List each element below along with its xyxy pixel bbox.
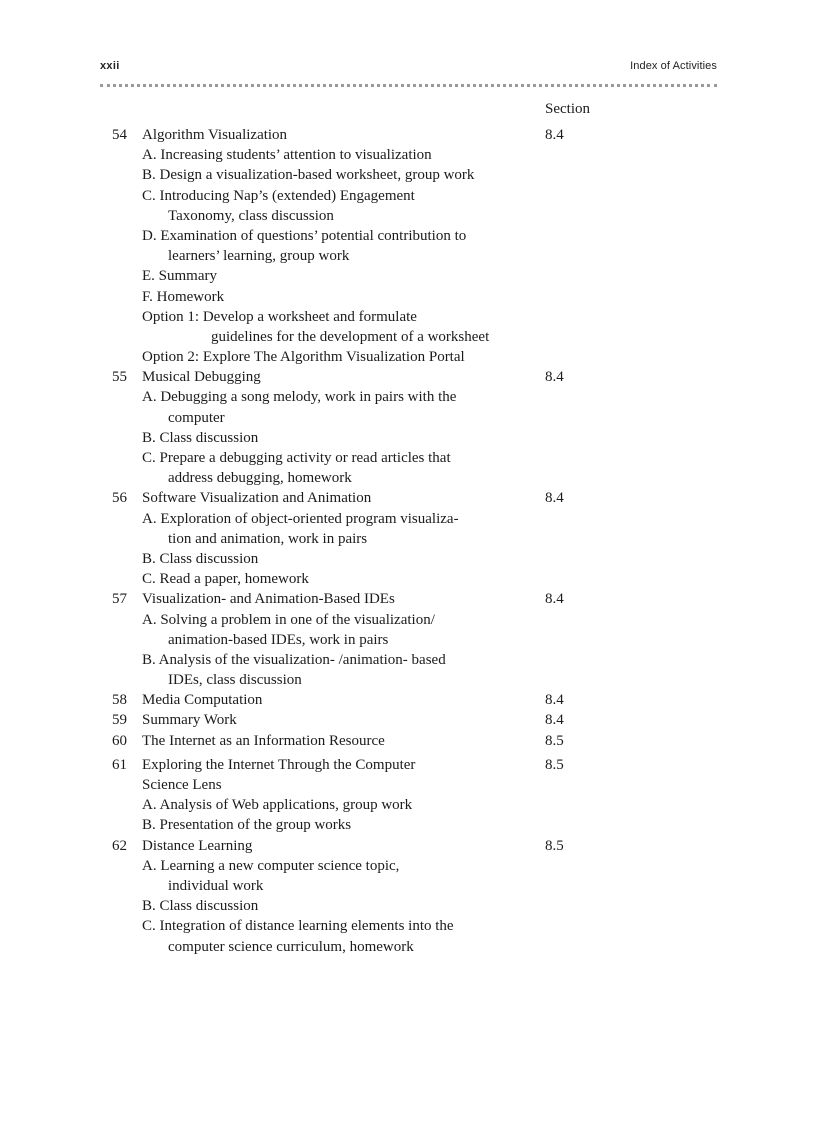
sub-item-continuation [0, 408, 816, 428]
entry-section: 8.4 [545, 692, 564, 709]
sub-item-text: B. Class discussion [142, 898, 259, 915]
header-rule [100, 84, 717, 87]
sub-item-text: IDEs, class discussion [168, 672, 302, 689]
sub-item-text: address debugging, homework [168, 470, 352, 487]
sub-item-text: B. Design a visualization-based worksheet, group work [142, 167, 475, 184]
entry-number: 55 [112, 369, 127, 386]
entry-58 [0, 690, 816, 710]
entry-number: 61 [112, 756, 127, 773]
entry-title: Summary Work [142, 712, 237, 729]
entry-number: 57 [112, 591, 127, 608]
sub-item-continuation [0, 937, 816, 957]
entry-section: 8.5 [545, 732, 564, 749]
sub-item-text: D. Examination of questions’ potential contribution to [142, 227, 467, 244]
sub-item-text: individual work [168, 877, 264, 894]
entry-number: 62 [112, 837, 127, 854]
entry-54 [0, 125, 816, 145]
entry-62 [0, 836, 816, 856]
entry-number: 60 [112, 732, 127, 749]
sub-item-text: A. Exploration of object-oriented program visualiza- [142, 510, 459, 527]
entry-title: Visualization- and Animation-Based IDEs [142, 591, 395, 608]
entry-title: The Internet as an Information Resource [142, 732, 385, 749]
section-column-header: Section [545, 101, 590, 117]
sub-item [0, 815, 816, 835]
sub-item-text: Science Lens [142, 777, 222, 793]
sub-item [0, 387, 816, 407]
sub-item [0, 795, 816, 815]
sub-item-text: B. Class discussion [142, 429, 259, 446]
sub-item-text: Option 2: Explore The Algorithm Visualization Portal [142, 349, 465, 366]
sub-item-continuation [0, 206, 816, 226]
sub-item [0, 650, 816, 670]
sub-item-text: E. Summary [142, 268, 217, 285]
running-title: Index of Activities [630, 60, 717, 72]
sub-item-text: A. Increasing students’ attention to visualization [142, 147, 432, 164]
sub-item-continuation [0, 529, 816, 549]
sub-item-text: computer science curriculum, homework [168, 938, 414, 955]
sub-item-text: guidelines for the development of a worksheet [211, 328, 490, 345]
sub-item [0, 347, 816, 367]
sub-item [0, 165, 816, 185]
entry-number: 56 [112, 490, 127, 507]
entry-number: 58 [112, 692, 127, 709]
sub-item-text: Option 1: Develop a worksheet and formulate [142, 308, 417, 325]
entry-section: 8.4 [545, 712, 564, 729]
sub-item [0, 266, 816, 286]
entry-title: Musical Debugging [142, 369, 261, 386]
sub-item-text: B. Analysis of the visualization- /animation- based [142, 651, 446, 668]
sub-item-text: B. Class discussion [142, 550, 259, 567]
activity-index [0, 125, 816, 957]
page-number: xxii [100, 60, 120, 72]
sub-item [0, 186, 816, 206]
sub-item-continuation [0, 670, 816, 690]
entry-number: 59 [112, 712, 127, 729]
entry-61 [0, 755, 816, 775]
sub-item-text: tion and animation, work in pairs [168, 530, 368, 547]
sub-item-text: C. Read a paper, homework [142, 571, 309, 588]
sub-item-text: Taxonomy, class discussion [168, 207, 334, 224]
entry-title: Algorithm Visualization [142, 127, 288, 143]
entry-59 [0, 710, 816, 730]
sub-item [0, 549, 816, 569]
sub-item-text: C. Integration of distance learning elements into the [142, 918, 454, 935]
sub-item [0, 896, 816, 916]
sub-item [0, 226, 816, 246]
entry-section: 8.4 [545, 369, 564, 386]
sub-item-continuation [0, 327, 816, 347]
entry-section: 8.5 [545, 837, 564, 854]
sub-item [0, 428, 816, 448]
sub-item-text: learners’ learning, group work [168, 248, 350, 265]
sub-item-text: F. Homework [142, 288, 225, 305]
sub-item-continuation [0, 630, 816, 650]
entry-title: Exploring the Internet Through the Computer [142, 756, 416, 773]
sub-item [0, 287, 816, 307]
sub-item [0, 856, 816, 876]
entry-title: Media Computation [142, 692, 263, 709]
running-head [100, 60, 717, 76]
sub-item-text: A. Solving a problem in one of the visualization/ [142, 611, 435, 628]
sub-item [0, 307, 816, 327]
sub-item [0, 145, 816, 165]
entry-number: 54 [112, 127, 127, 143]
sub-item [0, 916, 816, 936]
entry-60 [0, 731, 816, 751]
sub-item-continuation [0, 468, 816, 488]
sub-item-text: B. Presentation of the group works [142, 817, 352, 834]
sub-item-text: A. Learning a new computer science topic, [142, 857, 400, 874]
sub-item [0, 569, 816, 589]
entry-section: 8.4 [545, 591, 564, 608]
sub-item-continuation [0, 876, 816, 896]
sub-item-text: C. Prepare a debugging activity or read articles that [142, 450, 451, 466]
entry-title-continuation [0, 775, 816, 795]
sub-item [0, 610, 816, 630]
entry-56 [0, 488, 816, 508]
sub-item [0, 448, 816, 468]
sub-item-continuation [0, 246, 816, 266]
entry-title: Software Visualization and Animation [142, 490, 372, 507]
entry-section: 8.4 [545, 127, 564, 143]
entry-57 [0, 589, 816, 609]
entry-section: 8.4 [545, 490, 564, 507]
sub-item-text: A. Analysis of Web applications, group work [142, 797, 413, 814]
sub-item-text: C. Introducing Nap’s (extended) Engagement [142, 187, 415, 204]
entry-title: Distance Learning [142, 837, 253, 854]
entry-section: 8.5 [545, 756, 564, 773]
entry-55 [0, 367, 816, 387]
sub-item [0, 509, 816, 529]
sub-item-text: animation-based IDEs, work in pairs [168, 631, 389, 648]
sub-item-text: computer [168, 409, 225, 426]
sub-item-text: A. Debugging a song melody, work in pairs with the [142, 389, 457, 406]
